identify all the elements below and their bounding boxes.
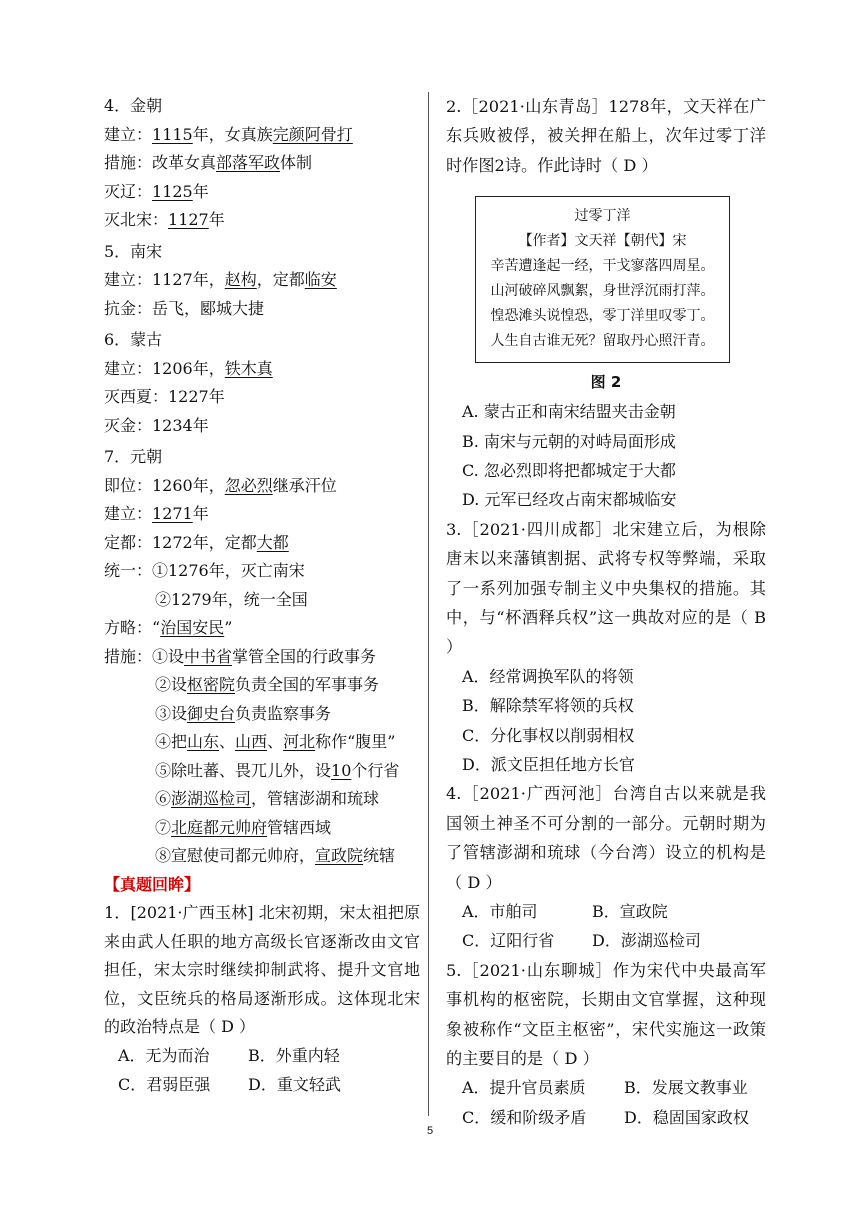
yuan-measure-3: ③设御史台负责监察事务 (155, 703, 332, 723)
yuan-strategy-line: 方略：“治国安民” (104, 618, 233, 637)
question-3-text: 3.［2021·四川成都］北宋建立后，为根除唐末以来藩镇割据、武将专权等弊端，采取了一系列加强专制主义中央集权的措施。其中，与“杯酒释兵权”这一典故对应的是（ B ） (446, 519, 766, 657)
question-3-option-a: A．经常调换军队的将领 (462, 666, 634, 686)
jin-destroy-liao-line: 灭辽：1125年 (104, 181, 209, 201)
poem-title: 过零丁洋 (574, 208, 631, 225)
section-heading-jin: 4．金朝 (104, 96, 163, 115)
yuan-measure-2: ②设枢密院负责全国的军事事务 (155, 675, 380, 694)
question-3-option-d: D．派文臣担任地方长官 (462, 754, 635, 774)
menggu-jin-line: 灭金：1234年 (104, 415, 209, 435)
question-1-options-row-1 (104, 1042, 420, 1071)
option-b: B．外重内轻 (248, 1045, 340, 1065)
question-4-options-row-2 (446, 926, 766, 955)
option-b: B．宣政院 (592, 902, 668, 921)
question-1-text: 1．[2021·广西玉林] 北宋初期，宋太祖把原来由武人任职的地方高级长官逐渐改由文官担任，宋太宗时继续抑制武将、提升文官地位，文臣统兵的格局逐渐形成。这体现北宋的政治特点是（ D ） (104, 903, 420, 1037)
section-heading-menggu: 6．蒙古 (104, 330, 163, 349)
yuan-measure-7: ⑦北庭都元帅府管辖西域 (155, 817, 332, 837)
option-a: A．市舶司 (462, 902, 538, 921)
yuan-measure-6: ⑥澎湖巡检司，管辖澎湖和琉球 (155, 789, 380, 808)
option-c: C．缓和阶级矛盾 (462, 1107, 587, 1127)
question-2-option-a: A. 蒙古正和南宋结盟夹击金朝 (462, 402, 676, 422)
yuan-measure-4: ④把山东、山西、河北称作“腹里” (155, 732, 396, 751)
question-5-text: 5.［2021·山东聊城］作为宋代中央最高军事机构的枢密院，长期由文官掌握，这种现象被称作“文臣主枢密”，宋代实施这一政策的主要目的是（ D ） (446, 960, 766, 1068)
yuan-founding-line: 建立：1271年 (104, 504, 209, 523)
yuan-unify-line-1: 统一：①1276年，灭亡南宋 (104, 561, 305, 580)
option-a: A．无为而治 (118, 1045, 210, 1065)
figure-caption: 图 2 (590, 373, 622, 392)
page-number: 5 (426, 1125, 434, 1137)
question-5-options-row-1 (446, 1073, 766, 1102)
menggu-founding-line: 建立：1206年，铁木真 (104, 358, 273, 378)
nansong-founding-line: 建立：1127年，赵构，定都临安 (104, 270, 337, 289)
section-heading-yuan: 7．元朝 (104, 447, 163, 466)
question-4-options-row-1 (446, 897, 766, 926)
section-heading-nansong: 5．南宋 (104, 241, 163, 261)
left-column (104, 92, 420, 1099)
question-2-option-d: D. 元军已经攻占南宋都城临安 (462, 490, 677, 510)
poem-line-3: 惶恐滩头说惶恐，零丁洋里叹零丁。 (490, 308, 715, 325)
option-a: A．提升官员素质 (462, 1078, 586, 1098)
right-column (446, 92, 766, 1132)
review-section-title: 【真题回眸】 (104, 874, 201, 894)
question-2-text: 2.［2021·山东青岛］1278年，文天祥在广东兵败被俘，被关押在船上，次年过零丁洋时作图2诗。作此诗时（ D ） (446, 97, 766, 175)
option-c: C．君弱臣强 (118, 1074, 211, 1094)
column-divider (428, 92, 429, 1116)
yuan-capital-line: 定都：1272年，定都大都 (104, 532, 289, 552)
nansong-resist-line: 抗金：岳飞，郾城大捷 (104, 298, 265, 318)
poem-line-2: 山河破碎风飘絮，身世浮沉雨打萍。 (490, 283, 715, 300)
question-4-text: 4.［2021·广西河池］台湾自古以来就是我国领土神圣不可分割的一部分。元朝时期为了管辖澎湖和琉球（今台湾）设立的机构是（ D ） (446, 784, 766, 892)
jin-destroy-song-line: 灭北宋：1127年 (104, 210, 225, 229)
option-c: C．辽阳行省 (462, 931, 555, 951)
poem-line-1: 辛苦遭逢起一经，干戈寥落四周星。 (490, 258, 715, 275)
option-d: D．澎湖巡检司 (592, 931, 701, 951)
option-d: D．稳固国家政权 (624, 1107, 749, 1127)
poem-line-4: 人生自古谁无死？留取丹心照汗青。 (490, 333, 715, 350)
jin-measure-line: 措施：改革女真部落军政体制 (104, 153, 313, 172)
question-3-option-b: B．解除禁军将领的兵权 (462, 696, 634, 716)
yuan-measure-5: ⑤除吐蕃、畏兀儿外，设10个行省 (155, 760, 400, 780)
question-3-option-c: C．分化事权以削弱相权 (462, 725, 635, 745)
poem-author: 【作者】文天祥【朝代】宋 (518, 233, 687, 250)
question-1-options-row-2 (104, 1071, 420, 1100)
question-2-option-b: B. 南宋与元朝的对峙局面形成 (462, 431, 676, 451)
yuan-measure-8: ⑧宣慰使司都元帅府，宣政院统辖 (155, 846, 396, 865)
question-2-option-c: C. 忽必烈即将把都城定于大都 (462, 461, 676, 480)
option-d: D．重文轻武 (248, 1074, 341, 1094)
yuan-accession-line: 即位：1260年，忽必烈继承汗位 (104, 475, 337, 495)
yuan-unify-line-2: ②1279年，统一全国 (155, 589, 308, 609)
option-b: B．发展文教事业 (624, 1078, 748, 1098)
menggu-xixia-line: 灭西夏：1227年 (104, 387, 225, 406)
poem-figure-box (475, 196, 730, 363)
yuan-measure-1: 措施：①设中书省掌管全国的行政事务 (104, 646, 377, 666)
jin-founding-line: 建立：1115年，女真族完颜阿骨打 (104, 124, 353, 144)
